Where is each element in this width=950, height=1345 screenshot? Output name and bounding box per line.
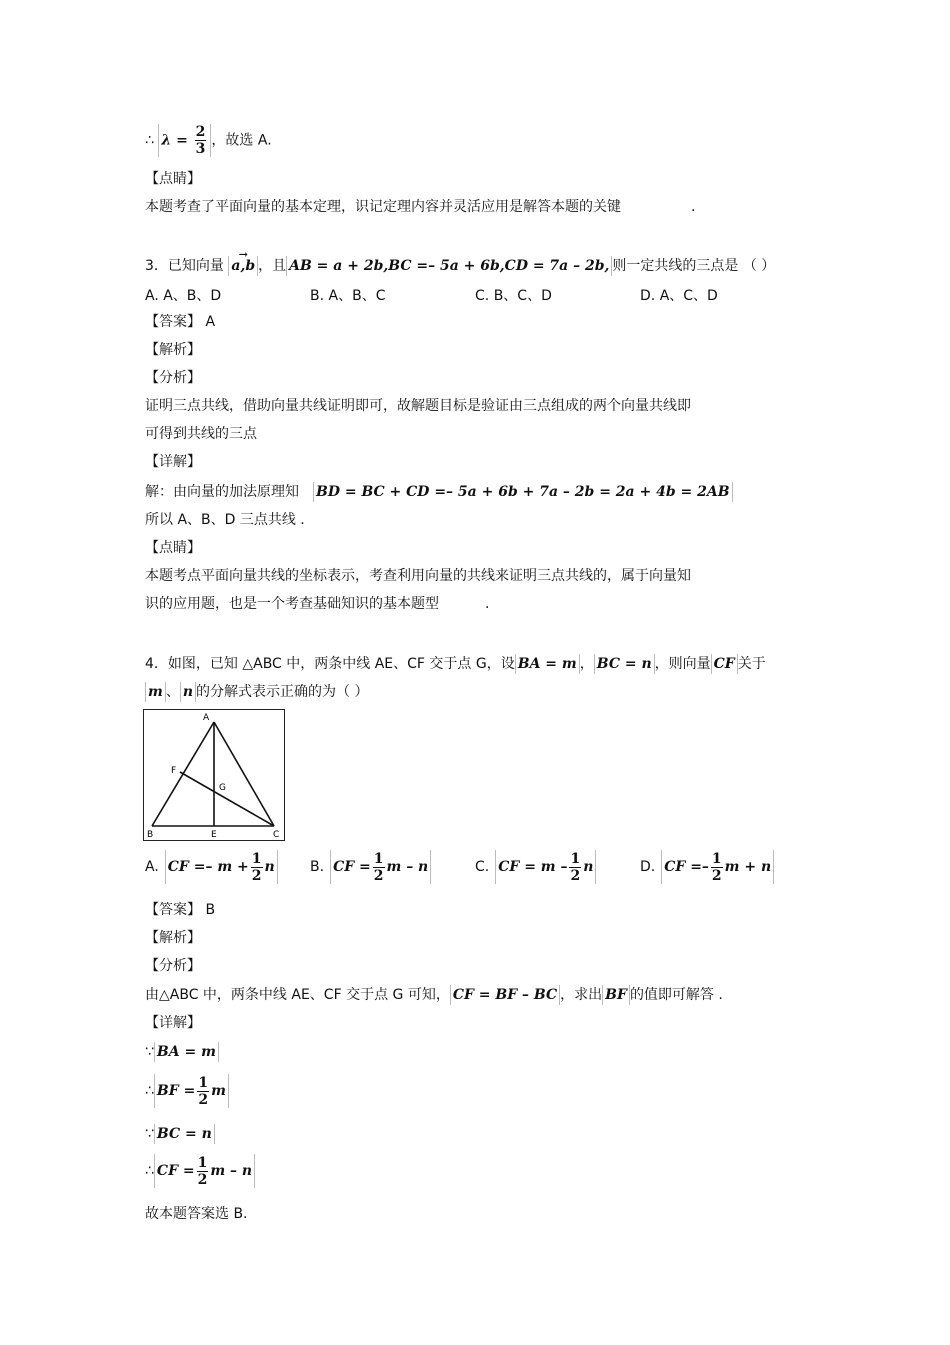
q4-bc-formula: BC = n (594, 654, 655, 674)
q3-conclusion: 所以 A、B、D 三点共线 . (145, 512, 305, 528)
q4-fenxi-formula: CF = BF – BC (450, 985, 560, 1005)
q4-step2: ∴ BF = $\frac{1}{2}$ m (145, 1074, 229, 1108)
q4-cf-vector: CF (711, 654, 738, 674)
q4-option-d: D. CF =– $\frac{1}{2}$ m + n (640, 850, 774, 884)
label-f: F (171, 766, 177, 776)
label-a: A (203, 713, 210, 723)
median-cf (180, 772, 274, 826)
q4-xiangjie: 【详解】 (145, 1015, 201, 1031)
q3-answer: 【答案】 A (145, 314, 216, 330)
side-ac (214, 722, 274, 826)
q3-fenxi-line1: 证明三点共线，借助向量共线证明即可，故解题目标是验证由三点组成的两个向量共线即 (145, 398, 691, 414)
q4-stem-line1: 4．如图，已知 △ABC 中，两条中线 AE、CF 交于点 G，设 BA = m ， BC = n ，则向量 CF 关于 (145, 656, 766, 672)
q4-jiexi: 【解析】 (145, 930, 201, 946)
therefore-symbol: ∴ (145, 132, 154, 149)
lambda-formula: λ = $\frac{2}{3}$ (158, 124, 211, 157)
q3-jiexi: 【解析】 (145, 342, 201, 358)
q2-conclusion: ∴ λ = $\frac{2}{3}$ ，故选 A. (145, 124, 272, 157)
q4-option-c: C. CF = m – $\frac{1}{2}$ n (475, 850, 596, 884)
q3-option-d: D. A、C、D (640, 288, 718, 304)
q3-fenxi: 【分析】 (145, 370, 201, 386)
q4-option-a: A. CF =– m + $\frac{1}{2}$ n (145, 850, 278, 884)
q3-stem: 3．已知向量 → a,b ，且 AB = a + 2b,BC =– 5a + 6b,CD = 7a – 2b, 则一定共线的三点是 （ ） (145, 256, 775, 276)
q3-fenxi-line2: 可得到共线的三点 (145, 426, 257, 442)
q3-given-formula: AB = a + 2b,BC =– 5a + 6b,CD = 7a – 2b, (286, 256, 612, 276)
q4-final: 故本题答案选 B. (145, 1206, 248, 1222)
q3-solution: 解：由向量的加法原理知 BD = BC + CD =– 5a + 6b + 7a – 2b = 2a + 4b = 2AB (145, 482, 733, 502)
q3-dianjing-line1: 本题考点平面向量共线的坐标表示，考查利用向量的共线来证明三点共线的，属于向量知 (145, 568, 691, 584)
q3-option-c: C. B、C、D (475, 288, 552, 304)
q3-xiangjie: 【详解】 (145, 454, 201, 470)
q4-ba-formula: BA = m (515, 654, 580, 674)
dianjing-heading: 【点睛】 (145, 171, 201, 187)
q3-option-b: B. A、B、C (310, 288, 386, 304)
q4-stem-line2: m 、 n 的分解式表示正确的为（ ） (145, 682, 368, 702)
q2-answer: A. (257, 132, 272, 149)
q3-option-a: A. A、B、D (145, 288, 222, 304)
q4-step4: ∴ CF = $\frac{1}{2}$ m – n (145, 1154, 255, 1188)
q4-option-b: B. CF = $\frac{1}{2}$ m – n (310, 850, 431, 884)
label-c: C (273, 830, 280, 840)
q3-dianjing-heading: 【点睛】 (145, 540, 201, 556)
q4-fenxi-text: 由△ABC 中，两条中线 AE、CF 交于点 G 可知， CF = BF – BC ，求出 BF 的值即可解答 . (145, 987, 723, 1003)
label-b: B (147, 830, 154, 840)
fraction: $\frac{2}{3}$ (195, 124, 206, 157)
dianjing-text: 本题考查了平面向量的基本定理，识记定理内容并灵活应用是解答本题的关键 . (145, 199, 696, 215)
q3-dianjing-line2: 识的应用题，也是一个考查基础知识的基本题型 . (145, 596, 490, 612)
q4-step3: ∵ BC = n (145, 1124, 215, 1144)
label-g: G (219, 783, 226, 793)
q3-solution-formula: BD = BC + CD =– 5a + 6b + 7a – 2b = 2a + 4b = 2AB (313, 482, 733, 502)
q4-fenxi: 【分析】 (145, 958, 201, 974)
triangle-figure (143, 709, 285, 841)
triangle-diagram (144, 710, 284, 840)
label-e: E (211, 830, 217, 840)
q4-step1: ∵ BA = m (145, 1042, 219, 1062)
q4-answer: 【答案】 B (145, 902, 216, 918)
q3-vectors-formula: → a,b (228, 256, 258, 276)
